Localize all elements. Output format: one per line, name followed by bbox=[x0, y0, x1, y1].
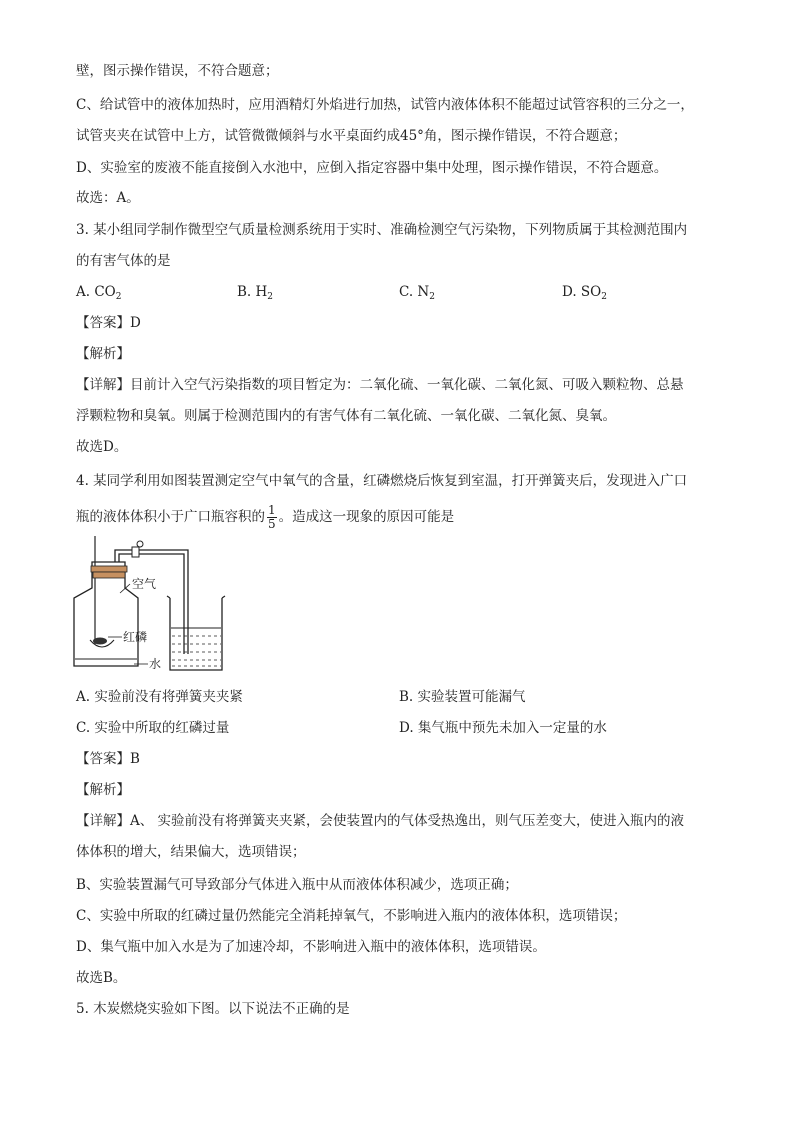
question-3: 3. 某小组同学制作微型空气质量检测系统用于实时、准确检测空气污染物，下列物质属于其检测范围内 bbox=[76, 222, 688, 238]
answer-3: 【答案】D bbox=[76, 315, 141, 331]
q3-option-b: B. $H_2$ bbox=[237, 284, 274, 302]
water-lines bbox=[172, 636, 221, 666]
label-air: 空气 bbox=[132, 577, 157, 591]
detail-3: 【详解】目前计入空气污染指数的项目暂定为：二氧化硫、一氧化碳、二氧化氮、可吸入颗粒物、总悬 bbox=[76, 377, 684, 393]
detail-4-cont: 体体积的增大，结果偏大，选项错误； bbox=[76, 844, 306, 860]
stopper bbox=[93, 572, 125, 578]
text-line: 壁，图示操作错误，不符合题意； bbox=[76, 63, 279, 79]
detail-4-d: D、集气瓶中加入水是为了加速冷却，不影响进入瓶中的液体体积，选项错误。 bbox=[76, 939, 546, 955]
question-5: 5. 木炭燃烧实验如下图。以下说法不正确的是 bbox=[76, 1001, 350, 1017]
text-line: 故选：A。 bbox=[76, 190, 140, 206]
q4-option-a: A. 实验前没有将弹簧夹夹紧 bbox=[76, 689, 243, 705]
apparatus-figure bbox=[70, 536, 230, 676]
answer-4: 【答案】B bbox=[76, 751, 140, 767]
detail-4-c: C、实验中所取的红磷过量仍然能完全消耗掉氧气，不影响进入瓶内的液体体积，选项错误； bbox=[76, 908, 627, 924]
beaker-lip bbox=[167, 596, 225, 598]
label-red-phosphorus: 红磷 bbox=[123, 630, 148, 644]
beaker bbox=[170, 598, 222, 670]
q3-option-c: C. $N_2$ bbox=[399, 284, 435, 302]
question-4-cont: 瓶的液体体积小于广口瓶容积的 $\frac{1}{5}$ 。造成这一现象的原因可能是 bbox=[76, 503, 455, 531]
label-water: 水 bbox=[149, 657, 162, 671]
spring-clip bbox=[132, 547, 139, 557]
text-line: C、给试管中的液体加热时，应用酒精灯外焰进行加热，试管内液体体积不能超过试管容积的三分之一， bbox=[76, 97, 694, 113]
detail-4-b: B、实验装置漏气可导致部分气体进入瓶中从而液体体积减少，选项正确； bbox=[76, 877, 518, 893]
q4-option-b: B. 实验装置可能漏气 bbox=[399, 689, 526, 705]
analysis-3-heading: 【解析】 bbox=[76, 346, 130, 362]
analysis-4-heading: 【解析】 bbox=[76, 782, 130, 798]
text-line: 试管夹夹在试管中上方，试管微微倾斜与水平桌面约成45°角，图示操作错误，不符合题意； bbox=[76, 128, 627, 144]
selection-3: 故选D。 bbox=[76, 439, 128, 455]
q4-option-d: D. 集气瓶中预先未加入一定量的水 bbox=[399, 720, 607, 736]
q3-option-d: D. $SO_2$ bbox=[562, 284, 607, 302]
fraction: $\frac{1}{5}$ bbox=[268, 503, 276, 531]
stopper bbox=[91, 566, 127, 572]
text-line: D、实验室的废液不能直接倒入水池中，应倒入指定容器中集中处理，图示操作错误，不符合题意。 bbox=[76, 160, 668, 176]
q4-option-c: C. 实验中所取的红磷过量 bbox=[76, 720, 230, 736]
question-4: 4. 某同学利用如图装置测定空气中氧气的含量，红磷燃烧后恢复到室温，打开弹簧夹后，发现进入广口 bbox=[76, 473, 688, 489]
question-3-cont: 的有害气体的是 bbox=[76, 253, 171, 269]
spring-clip bbox=[137, 541, 143, 547]
q3-option-a: A. $CO_2$ bbox=[76, 284, 122, 302]
detail-3-cont: 浮颗粒物和臭氧。则属于检测范围内的有害气体有二氧化硫、一氧化碳、二氧化氮、臭氧。 bbox=[76, 408, 616, 424]
selection-4: 故选B。 bbox=[76, 970, 127, 986]
red-phosphorus bbox=[93, 638, 107, 645]
detail-4: 【详解】A、 实验前没有将弹簧夹夹紧，会使装置内的气体受热逸出，则气压差变大，使进入瓶内的液 bbox=[76, 813, 685, 829]
